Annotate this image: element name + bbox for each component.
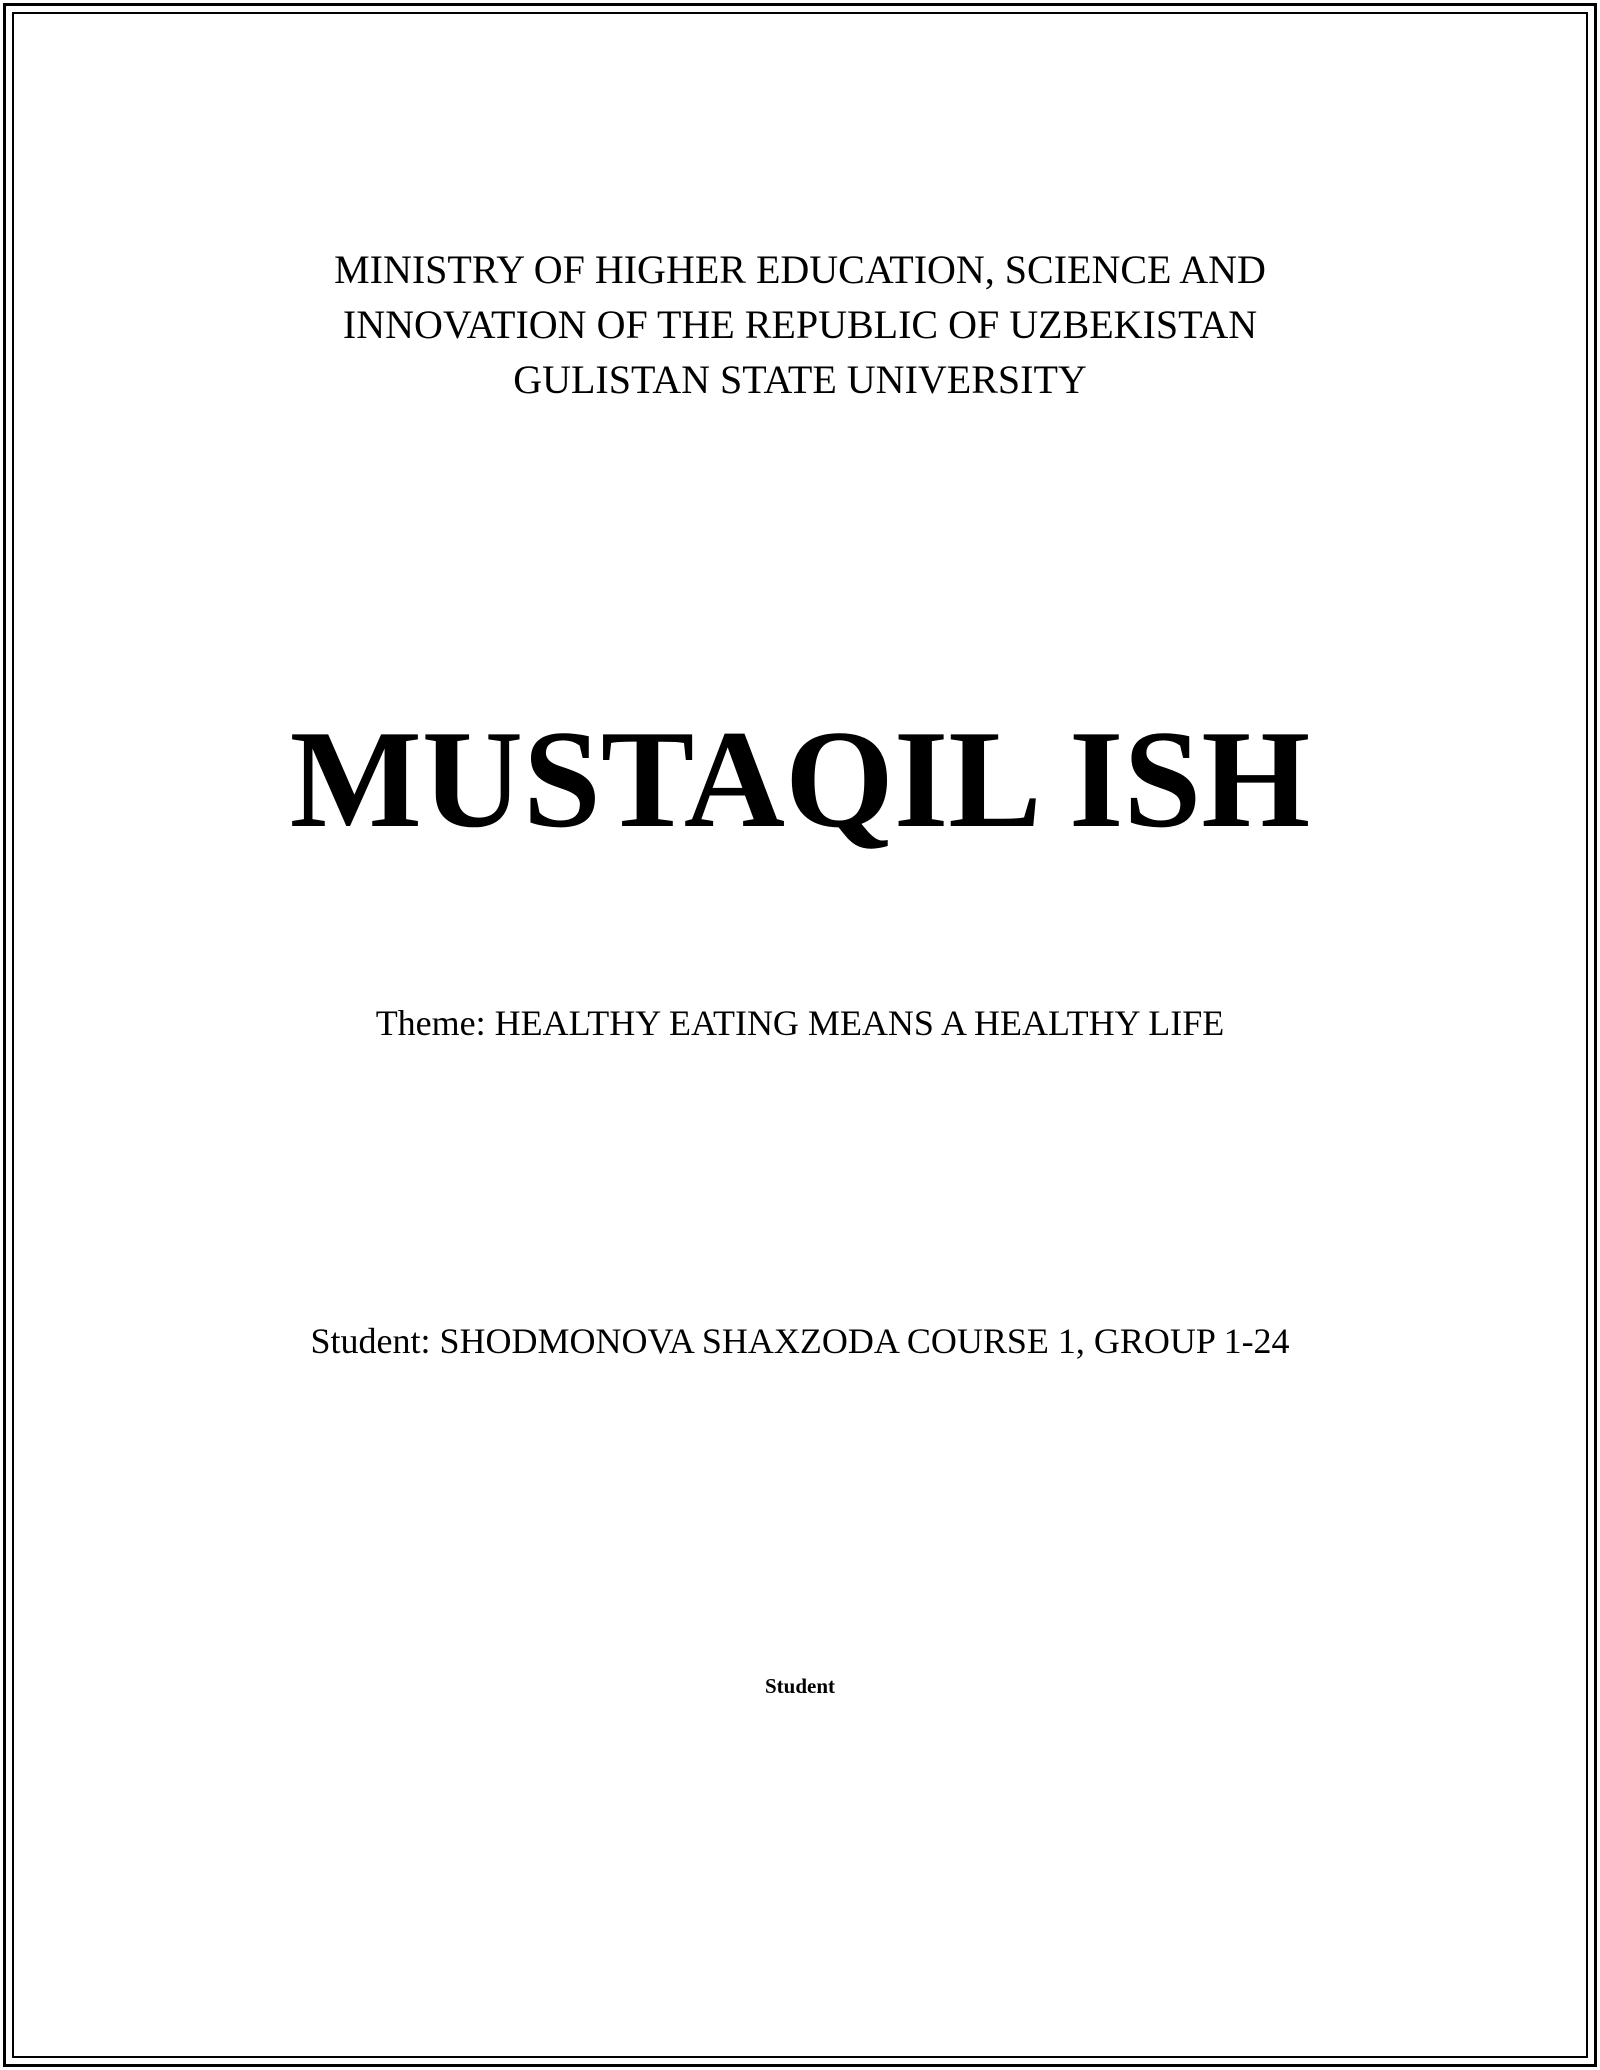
institution-header [0, 242, 1600, 407]
student-info-line: Student: SHODMONOVA SHAXZODA COURSE 1, GROUP 1-24 [310, 1321, 1290, 1361]
theme-line: Theme: HEALTHY EATING MEANS A HEALTHY LIFE [375, 1003, 1225, 1043]
header-line-university: GULISTAN STATE UNIVERSITY [513, 357, 1087, 402]
header-line-ministry: MINISTRY OF HIGHER EDUCATION, SCIENCE AND [334, 247, 1266, 292]
header-line-republic: INNOVATION OF THE REPUBLIC OF UZBEKISTAN [342, 302, 1258, 347]
footer-student-label: Student [764, 1674, 836, 1698]
document-title: MUSTAQIL ISH [289, 702, 1311, 857]
